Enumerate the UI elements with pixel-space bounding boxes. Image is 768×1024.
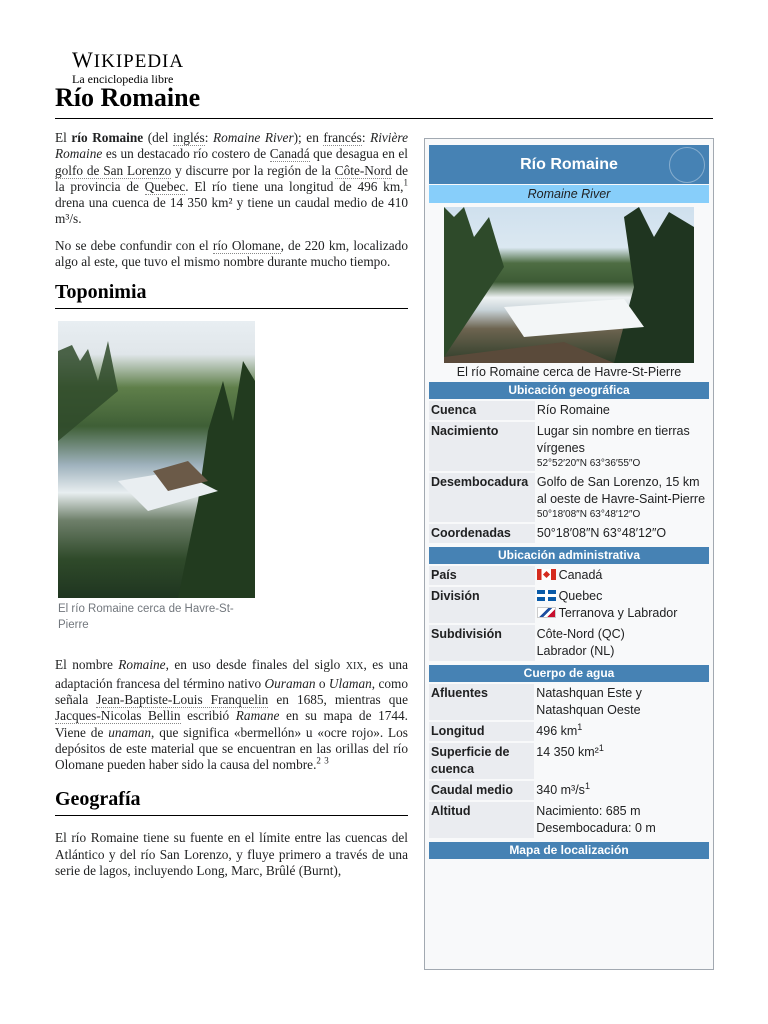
italic-text: Romaine River bbox=[213, 130, 294, 145]
italic-text: Ulaman bbox=[328, 675, 372, 691]
infobox-value-line bbox=[537, 525, 707, 542]
infobox-row bbox=[429, 802, 709, 838]
logo-tagline: La enciclopedia libre bbox=[72, 72, 174, 86]
infobox-value-text: Golfo de San Lorenzo, 15 km al oeste de Havre-Saint-Pierre bbox=[536, 475, 706, 506]
wiki-link[interactable]: golfo de San Lorenzo bbox=[55, 162, 172, 178]
text-run: : bbox=[204, 130, 213, 145]
text-run: que desagua en el bbox=[309, 146, 408, 162]
wiki-link[interactable]: Côte-Nord bbox=[334, 162, 392, 178]
infobox-row bbox=[429, 401, 709, 420]
river-photo[interactable] bbox=[58, 321, 255, 598]
infobox bbox=[424, 138, 714, 970]
infobox-value-line bbox=[536, 685, 707, 719]
infobox-row-value bbox=[535, 401, 709, 420]
text-run: El bbox=[55, 130, 72, 145]
infobox-value-line bbox=[537, 605, 707, 622]
infobox-value-text: Labrador (NL) bbox=[536, 644, 615, 658]
compass-rose-icon bbox=[669, 147, 705, 183]
toponimia-paragraph bbox=[55, 657, 408, 773]
coordinates-link[interactable]: 52°52′20″N 63°36′55″O bbox=[536, 458, 641, 469]
title-divider bbox=[55, 118, 713, 119]
text-run: , en uso desde finales del siglo bbox=[165, 657, 346, 673]
infobox-river-photo[interactable] bbox=[444, 207, 694, 363]
infobox-value-text: 340 m³/s bbox=[536, 783, 585, 797]
text-run: drena una cuenca de 14 350 km² y tiene un caudal medio de 410 m³/s. bbox=[55, 195, 408, 227]
wiki-link[interactable]: Jean-Baptiste-Louis Franquelin bbox=[96, 691, 269, 707]
infobox-row-label: Superficie de cuenca bbox=[429, 743, 534, 779]
text-run: El nombre bbox=[55, 657, 119, 673]
infobox-row-value bbox=[534, 722, 709, 741]
wiki-link[interactable]: francés bbox=[323, 130, 362, 145]
text-run: , es una adaptación francesa del término nativo bbox=[55, 657, 408, 691]
wiki-link[interactable]: Canadá bbox=[269, 146, 310, 162]
infobox-image-caption: El río Romaine cerca de Havre-St-Pierre bbox=[456, 365, 682, 379]
infobox-value-text[interactable]: Terranova y Labrador bbox=[558, 606, 678, 620]
section-heading-toponimia: Toponimia bbox=[55, 280, 408, 309]
infobox-value-text: Natashquan Este y Natashquan Oeste bbox=[536, 686, 642, 717]
infobox-value-line bbox=[537, 626, 707, 643]
text-run: en 1685, mientras que bbox=[268, 691, 408, 707]
infobox-value-line bbox=[537, 643, 707, 660]
infobox-table bbox=[429, 682, 709, 840]
infobox-value-line bbox=[536, 723, 707, 740]
quebec-flag-icon bbox=[537, 590, 556, 601]
intro-paragraph-1 bbox=[55, 130, 408, 228]
infobox-value-text: Nacimiento: 685 m bbox=[536, 804, 641, 818]
infobox-value-text: Río Romaine bbox=[536, 403, 610, 417]
text-run: o bbox=[315, 675, 329, 691]
figure-caption: El río Romaine cerca de Havre-St-Pierre bbox=[58, 603, 234, 632]
infobox-row-value bbox=[534, 684, 709, 720]
infobox-value-line bbox=[537, 423, 707, 457]
reference-link[interactable]: 3 bbox=[324, 755, 329, 766]
infobox-row-value bbox=[535, 524, 709, 543]
infobox-value-text: Lugar sin nombre en tierras vírgenes bbox=[536, 424, 690, 455]
text-run: (del bbox=[143, 130, 173, 145]
wiki-link[interactable]: Jacques-Nicolas Bellin bbox=[55, 708, 181, 724]
infobox-row bbox=[429, 625, 709, 661]
text-run: en su mapa de 1744. Viene de bbox=[55, 708, 408, 740]
wikipedia-logo[interactable] bbox=[72, 47, 192, 86]
infobox-value-text: Côte-Nord (QC) bbox=[536, 627, 625, 641]
logo-wordmark: WIKIPEDIA bbox=[72, 47, 185, 72]
italic-text: Ouraman bbox=[264, 675, 316, 691]
infobox-row bbox=[429, 781, 709, 800]
text-run: y discurre por la región de la bbox=[171, 162, 335, 178]
infobox-value-line bbox=[537, 567, 707, 584]
infobox-row bbox=[429, 722, 709, 741]
infobox-section-header: Mapa de localización bbox=[429, 842, 709, 859]
infobox-value-line bbox=[537, 402, 707, 419]
infobox-section-header: Cuerpo de agua bbox=[429, 665, 709, 682]
infobox-title bbox=[429, 145, 709, 184]
infobox-row bbox=[429, 566, 709, 585]
infobox-value-line bbox=[536, 803, 707, 820]
infobox-value-text[interactable]: Canadá bbox=[558, 568, 603, 582]
infobox-row bbox=[429, 587, 709, 623]
infobox-row-value bbox=[535, 566, 709, 585]
infobox-section-header: Ubicación geográfica bbox=[429, 382, 709, 399]
wiki-link[interactable]: inglés bbox=[172, 130, 205, 145]
infobox-row-value bbox=[535, 587, 709, 623]
infobox-value-line bbox=[536, 820, 707, 837]
reference-link[interactable]: 1 bbox=[598, 742, 604, 753]
infobox-subtitle: Romaine River bbox=[429, 185, 709, 203]
infobox-value-text: Desembocadura: 0 m bbox=[536, 821, 656, 835]
infobox-row bbox=[429, 524, 709, 543]
infobox-row-label: Cuenca bbox=[429, 401, 535, 420]
infobox-row-label: Coordenadas bbox=[429, 524, 535, 543]
text-run: , como señala bbox=[55, 675, 408, 707]
infobox-row-label: Desembocadura bbox=[429, 473, 535, 522]
italic-text: Romaine bbox=[118, 657, 166, 673]
newfoundland-flag-icon bbox=[537, 607, 556, 618]
infobox-section-header: Ubicación administrativa bbox=[429, 547, 709, 564]
bold-text: río Romaine bbox=[71, 130, 144, 145]
infobox-row bbox=[429, 422, 709, 471]
text-run: , que significa «bermellón» u «ocre rojo». Los depósitos de este material que se encuentran en las orillas del río Olomane pueden haber sido la causa del nombre. bbox=[55, 724, 408, 773]
infobox-value-text: 14 350 km² bbox=[536, 745, 599, 759]
infobox-sections bbox=[425, 382, 713, 859]
infobox-row-value bbox=[534, 743, 709, 779]
text-run: No se debe confundir con el bbox=[55, 237, 213, 253]
text-run: escribió bbox=[180, 708, 236, 724]
reference-link[interactable]: 1 bbox=[584, 780, 590, 791]
infobox-value-line bbox=[537, 588, 707, 605]
intro-paragraph-2 bbox=[55, 238, 408, 271]
infobox-row-label: Afluentes bbox=[429, 684, 534, 720]
text-run: El río Romaine tiene su fuente en el límite entre las cuencas del Atlántico y del río San Lorenzo, y fluye primero a través de una serie de lagos, incluyendo Long, Marc, Brûlé (Burnt), bbox=[55, 830, 408, 879]
small-caps-text: XIX bbox=[345, 661, 364, 673]
infobox-value-line bbox=[536, 782, 707, 799]
reference-link[interactable]: 2 bbox=[316, 755, 321, 766]
infobox-row-label: Longitud bbox=[429, 722, 534, 741]
wiki-link[interactable]: Quebec bbox=[144, 178, 186, 194]
wiki-link[interactable]: río Olomane bbox=[212, 237, 281, 253]
italic-text: Ramane bbox=[235, 708, 280, 724]
text-run: , de 220 km, localizado algo al este, que tuvo el mismo nombre durante mucho tiempo. bbox=[55, 237, 408, 270]
infobox-title-text: Río Romaine bbox=[520, 156, 618, 173]
infobox-row-label: Subdivisión bbox=[429, 625, 535, 661]
infobox-value-text[interactable]: Quebec bbox=[558, 589, 603, 603]
italic-text: unaman bbox=[108, 724, 152, 740]
infobox-row bbox=[429, 473, 709, 522]
infobox-row-label: Nacimiento bbox=[429, 422, 535, 471]
infobox-row bbox=[429, 684, 709, 720]
geografia-paragraph bbox=[55, 830, 408, 879]
article-body bbox=[55, 130, 408, 889]
infobox-row-value bbox=[535, 473, 709, 522]
text-run: . El río tiene una longitud de 496 km, bbox=[185, 178, 404, 194]
infobox-row bbox=[429, 743, 709, 779]
page-title: Río Romaine bbox=[55, 83, 201, 112]
infobox-value-text: 496 km bbox=[536, 724, 578, 738]
canada-flag-icon bbox=[537, 569, 556, 580]
coordinates-link[interactable]: 50°18′08″N 63°48′12″O bbox=[536, 509, 641, 520]
infobox-row-value bbox=[534, 781, 709, 800]
infobox-value-line bbox=[536, 744, 707, 761]
text-run: : bbox=[361, 130, 371, 145]
text-run: de la provincia de bbox=[55, 162, 408, 194]
infobox-row-label: División bbox=[429, 587, 535, 623]
infobox-row-value bbox=[534, 802, 709, 838]
section-heading-geografia: Geografía bbox=[55, 787, 408, 816]
infobox-table bbox=[429, 564, 709, 663]
reference-link[interactable]: 1 bbox=[577, 721, 583, 732]
infobox-table bbox=[429, 399, 709, 545]
infobox-value-text: 50°18′08″N 63°48′12″O bbox=[536, 526, 667, 540]
infobox-value-line bbox=[537, 474, 707, 508]
infobox-row-value bbox=[535, 422, 709, 471]
infobox-row-value bbox=[535, 625, 709, 661]
text-run: es un destacado río costero de bbox=[102, 146, 270, 162]
infobox-row-label: País bbox=[429, 566, 535, 585]
infobox-row-label: Caudal medio bbox=[429, 781, 534, 800]
article-figure bbox=[58, 321, 255, 633]
italic-text: Rivière Romaine bbox=[55, 130, 408, 162]
text-run: ); en bbox=[293, 130, 324, 145]
infobox-row-label: Altitud bbox=[429, 802, 534, 838]
reference-link[interactable]: 1 bbox=[403, 177, 408, 188]
